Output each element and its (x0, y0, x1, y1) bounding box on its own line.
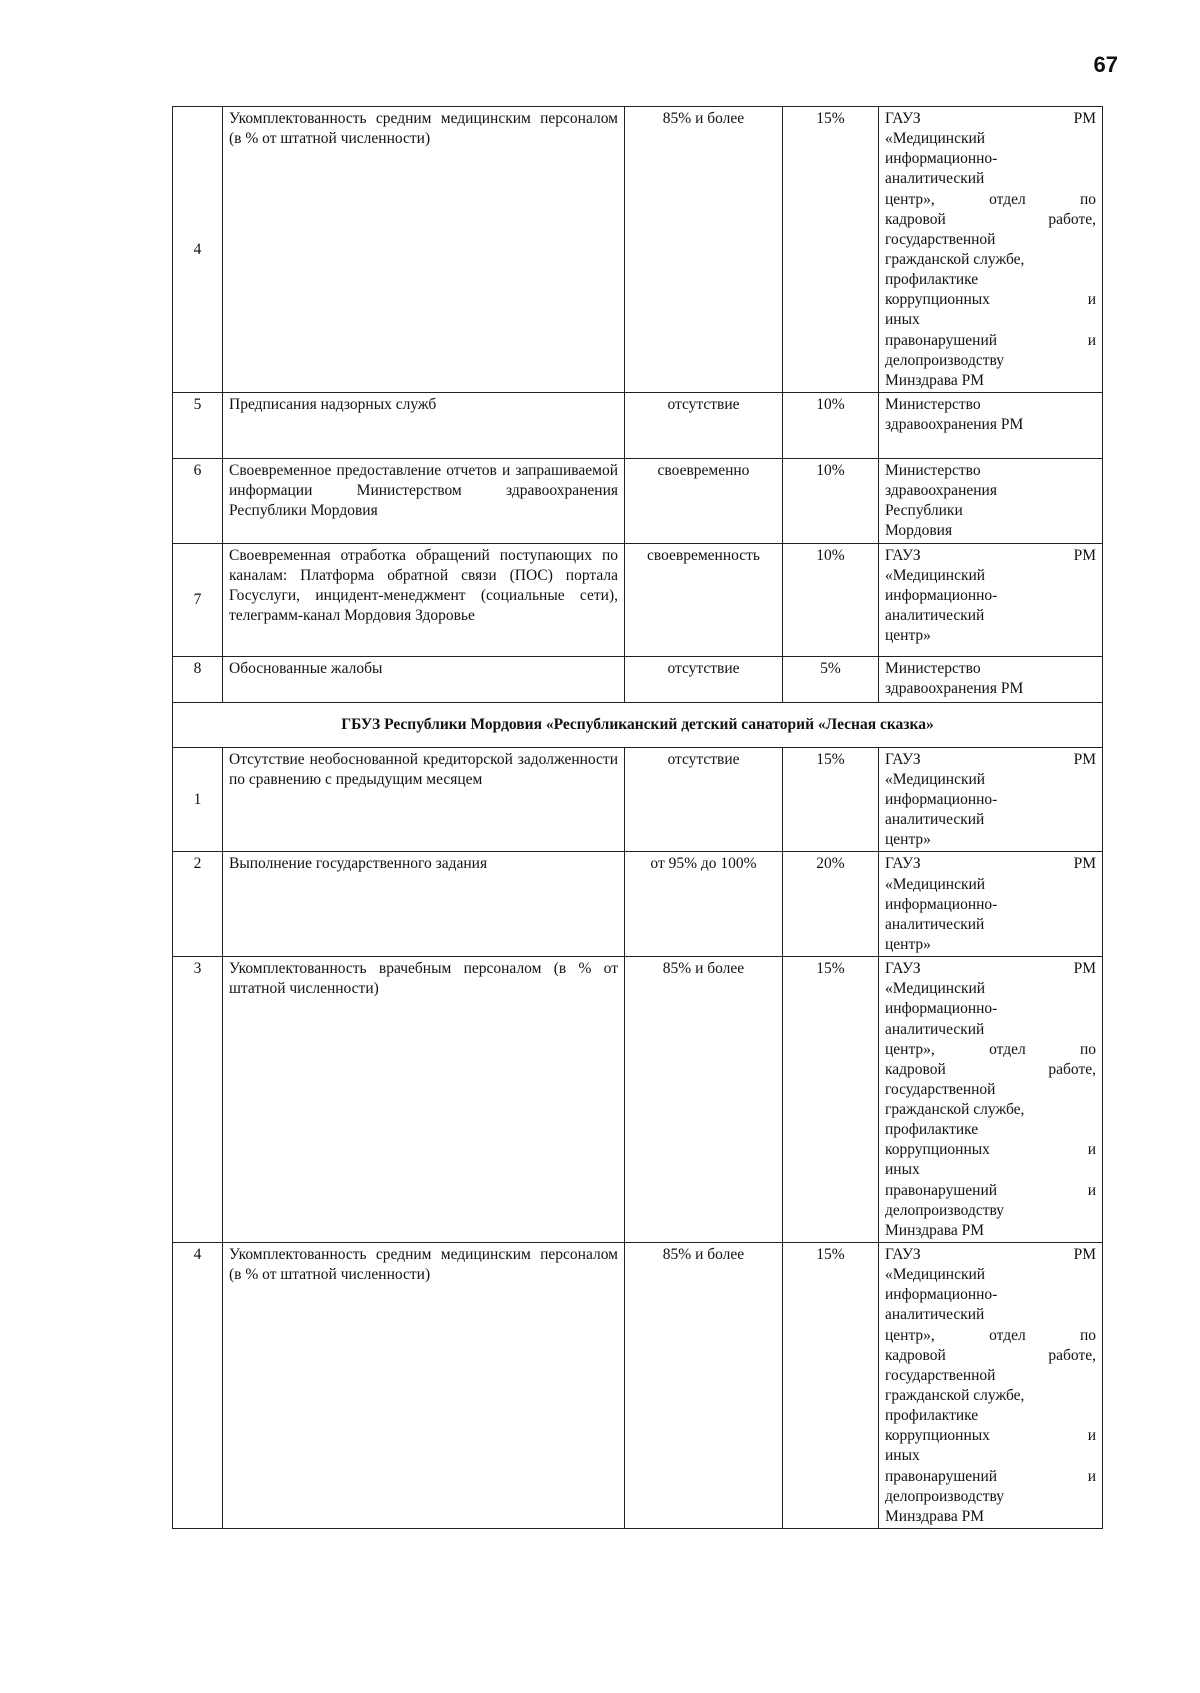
responsible-line: центр» (885, 831, 931, 849)
responsible-line: Республики (885, 502, 963, 520)
responsible-line: «Медицинский (885, 770, 986, 788)
responsible-line: аналитический (885, 1306, 985, 1324)
page-number: 67 (1093, 52, 1118, 77)
responsible-line: центр» (885, 627, 931, 645)
responsible-line: аналитический (885, 170, 985, 188)
row-number: 7 (173, 543, 223, 656)
responsible-line: «Медицинский (885, 1266, 986, 1284)
responsible-line: аналитический (885, 811, 985, 829)
responsible-line: Министерство (885, 461, 981, 479)
responsible-line: ГАУЗ РМ (885, 960, 1096, 978)
responsible-line: «Медицинский (885, 566, 986, 584)
responsible-line: делопроизводству (885, 351, 1005, 369)
criterion-text: Обоснованные жалобы (223, 656, 625, 702)
responsible-line: кадровой работе, (885, 1346, 1096, 1364)
responsible-line: кадровой работе, (885, 210, 1096, 228)
responsible-party (879, 957, 1103, 1243)
responsible-line: иных (885, 311, 920, 329)
responsible-line: правонарушений и (885, 331, 1096, 349)
responsible-line: профилактике (885, 271, 979, 289)
responsible-line: гражданской службе, (885, 250, 1025, 268)
responsible-line: Минздрава РМ (885, 371, 985, 389)
responsible-line: информационно- (885, 790, 998, 808)
target-value: отсутствие (625, 392, 783, 458)
table-row (173, 107, 1103, 393)
weight-value: 15% (783, 107, 879, 393)
responsible-line: государственной (885, 1366, 996, 1384)
responsible-line: Минздрава РМ (885, 1507, 985, 1525)
responsible-line: информационно- (885, 150, 998, 168)
responsible-line: правонарушений и (885, 1467, 1096, 1485)
responsible-line: гражданской службе, (885, 1101, 1025, 1119)
target-value: от 95% до 100% (625, 852, 783, 957)
criterion-text: Своевременное предоставление отчетов и запрашиваемой информации Министерством здравоохранения Республики Мордовия (223, 458, 625, 543)
target-value: 85% и более (625, 1243, 783, 1529)
weight-value: 15% (783, 1243, 879, 1529)
responsible-line: коррупционных и (885, 1141, 1096, 1159)
section-title: ГБУЗ Республики Мордовия «Республиканский детский санаторий «Лесная сказка» (173, 702, 1103, 747)
row-number: 5 (173, 392, 223, 458)
responsible-line: аналитический (885, 1020, 985, 1038)
responsible-line: государственной (885, 1080, 996, 1098)
responsible-line: ГАУЗ РМ (885, 110, 1096, 127)
weight-value: 10% (783, 458, 879, 543)
responsible-line: центр», отдел по (885, 1040, 1096, 1058)
criterion-text: Выполнение государственного задания (223, 852, 625, 957)
weight-value: 15% (783, 747, 879, 852)
target-value: своевременность (625, 543, 783, 656)
responsible-line: Мордовия (885, 522, 953, 540)
responsible-line: коррупционных и (885, 1427, 1096, 1445)
responsible-line: коррупционных и (885, 291, 1096, 309)
row-number: 1 (173, 747, 223, 852)
responsible-line: здравоохранения (885, 482, 997, 500)
table-body-sanatorium (173, 747, 1103, 1528)
responsible-line: информационно- (885, 1000, 998, 1018)
weight-value: 20% (783, 852, 879, 957)
responsible-line: ГАУЗ РМ (885, 750, 1096, 768)
responsible-party (879, 107, 1103, 393)
responsible-party (879, 392, 1103, 458)
responsible-line: центр», отдел по (885, 190, 1096, 208)
responsible-party (879, 852, 1103, 957)
responsible-party (879, 543, 1103, 656)
responsible-line: информационно- (885, 586, 998, 604)
responsible-line: гражданской службе, (885, 1387, 1025, 1405)
responsible-line: правонарушений и (885, 1181, 1096, 1199)
row-number: 3 (173, 957, 223, 1243)
section-header-row (173, 702, 1103, 747)
row-number: 4 (173, 1243, 223, 1529)
table-row (173, 392, 1103, 458)
table-body-first-institution (173, 107, 1103, 703)
weight-value: 10% (783, 392, 879, 458)
responsible-line: ГАУЗ РМ (885, 546, 1096, 564)
responsible-line: иных (885, 1447, 920, 1465)
target-value: 85% и более (625, 957, 783, 1243)
responsible-line: ГАУЗ РМ (885, 1246, 1096, 1264)
weight-value: 15% (783, 957, 879, 1243)
criterion-text: Отсутствие необоснованной кредиторской задолженности по сравнению с предыдущим месяцем (223, 747, 625, 852)
responsible-line: Минздрава РМ (885, 1221, 985, 1239)
responsible-line: делопроизводству (885, 1487, 1005, 1505)
row-number: 8 (173, 656, 223, 702)
responsible-line: Министерство (885, 659, 981, 677)
criterion-text: Укомплектованность средним медицинским персоналом (в % от штатной численности) (223, 107, 625, 393)
criterion-text: Своевременная отработка обращений поступающих по каналам: Платформа обратной связи (ПОС) портала Госуслуги, инцидент-менеджмент (социальные сети), телеграмм-канал Мордовия Здоровье (223, 543, 625, 656)
responsible-line: центр», отдел по (885, 1326, 1096, 1344)
responsible-line: информационно- (885, 1286, 998, 1304)
responsible-party (879, 458, 1103, 543)
table-row (173, 1243, 1103, 1529)
responsible-line: иных (885, 1161, 920, 1179)
responsible-line: аналитический (885, 915, 985, 933)
responsible-line: аналитический (885, 606, 985, 624)
responsible-line: профилактике (885, 1121, 979, 1139)
responsible-line: профилактике (885, 1407, 979, 1425)
row-number: 6 (173, 458, 223, 543)
responsible-line: делопроизводству (885, 1201, 1005, 1219)
responsible-line: ГАУЗ РМ (885, 855, 1096, 873)
weight-value: 5% (783, 656, 879, 702)
responsible-line: государственной (885, 230, 996, 248)
table-row (173, 458, 1103, 543)
table-row (173, 543, 1103, 656)
responsible-line: «Медицинский (885, 130, 986, 148)
responsible-line: кадровой работе, (885, 1060, 1096, 1078)
responsible-line: здравоохранения РМ (885, 416, 1024, 434)
target-value: 85% и более (625, 107, 783, 393)
responsible-party (879, 747, 1103, 852)
criteria-table (172, 106, 1103, 1529)
target-value: отсутствие (625, 747, 783, 852)
responsible-line: центр» (885, 935, 931, 953)
criterion-text: Укомплектованность врачебным персоналом (в % от штатной численности) (223, 957, 625, 1243)
weight-value: 10% (783, 543, 879, 656)
responsible-party (879, 656, 1103, 702)
table-row (173, 747, 1103, 852)
responsible-line: информационно- (885, 895, 998, 913)
table-row (173, 852, 1103, 957)
responsible-party (879, 1243, 1103, 1529)
criterion-text: Укомплектованность средним медицинским персоналом (в % от штатной численности) (223, 1243, 625, 1529)
responsible-line: здравоохранения РМ (885, 679, 1024, 697)
criterion-text: Предписания надзорных служб (223, 392, 625, 458)
table-row (173, 957, 1103, 1243)
responsible-line: «Медицинский (885, 980, 986, 998)
responsible-line: Министерство (885, 395, 981, 413)
target-value: своевременно (625, 458, 783, 543)
responsible-line: «Медицинский (885, 875, 986, 893)
row-number: 2 (173, 852, 223, 957)
section-header-group (173, 702, 1103, 747)
row-number: 4 (173, 107, 223, 393)
target-value: отсутствие (625, 656, 783, 702)
table-row (173, 656, 1103, 702)
